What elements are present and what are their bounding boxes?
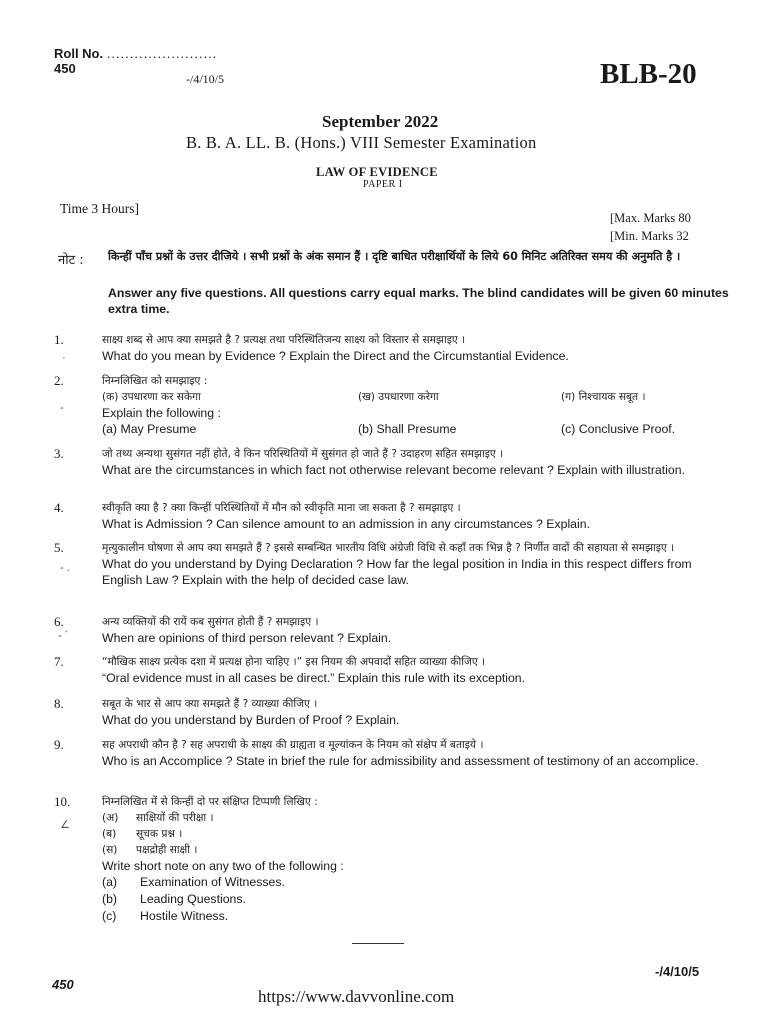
- scan-mark: -: [60, 402, 64, 414]
- question-number: 5.: [54, 540, 64, 555]
- question-text-english: What is Admission ? Can silence amount to an admission in any circumstances ? Explain.: [102, 517, 591, 531]
- option-hindi-b: (ख) उपधारणा करेगा: [358, 391, 439, 403]
- option-hindi-c: (स) पक्षद्रोही साक्षी ।: [102, 844, 198, 856]
- question-number: 2.: [54, 373, 64, 388]
- footer-serial-code: -/4/10/5: [655, 964, 700, 979]
- question-text-hindi: निम्नलिखित को समझाइए :: [102, 375, 208, 387]
- note-label: नोट :: [58, 253, 84, 268]
- question-text-english: What do you mean by Evidence ? Explain the Direct and the Circumstantial Evidence.: [102, 349, 569, 363]
- footer-roll-number: 450: [52, 977, 74, 992]
- question-number: 7.: [54, 654, 64, 669]
- question-text-hindi: सह अपराधी कौन है ? सह अपराधी के साक्ष्य की ग्राह्यता व मूल्यांकन के नियम को संक्षेप में बताइये ।: [102, 739, 484, 751]
- question-text-hindi: सबूत के भार से आप क्या समझते हैं ? व्याख्या कीजिए ।: [102, 698, 318, 710]
- scan-mark: ·: [62, 352, 66, 364]
- max-marks: [Max. Marks 80: [610, 211, 691, 225]
- question-number: 3.: [54, 446, 64, 461]
- subject-title: LAW OF EVIDENCE: [316, 165, 438, 179]
- question-text-hindi: साक्ष्य शब्द से आप क्या समझते है ? प्रत्यक्ष तथा परिस्थितिजन्य साक्ष्य को विस्तार से समझाइए ।: [102, 334, 466, 346]
- question-text-hindi: मृत्युकालीन घोषणा से आप क्या समझते हैं ? इससे सम्बन्धित भारतीय विधि अंग्रेजी विधि से कहाँ तक भिन्न है ? निर्णीत वादों की सहायता से समझाइए ।: [102, 542, 675, 554]
- question-number: 10.: [54, 794, 71, 809]
- question-text-hindi: स्वीकृति क्या है ? क्या किन्हीं परिस्थितियों में मौन को स्वीकृति माना जा सकता है ? समझाइए ।: [102, 502, 461, 514]
- question-text-english: What do you understand by Dying Declaration ? How far the legal position in India in this respect differs from English Law ? Explain with the help of decided case law.: [102, 557, 692, 587]
- option-english-a: (a) May Presume: [102, 422, 197, 436]
- question-text-english: What are the circumstances in which fact not otherwise relevant become relevant ? Explain with illustration.: [102, 463, 686, 477]
- question-text-hindi: अन्य व्यक्तियों की रायें कब सुसंगत होती हैं ? समझाइए ।: [102, 616, 319, 628]
- scan-mark: ∠: [60, 819, 70, 831]
- option-hindi-c: (ग) निश्चायक सबूत ।: [561, 391, 646, 403]
- note-hindi: किन्हीं पाँच प्रश्नों के उत्तर दीजिये । सभी प्रश्नों के अंक समान हैं । दृष्टि बाधित परीक्षार्थियों के लिये 60 मिनिट अतिरिक्त समय की अनुमति है ।: [108, 250, 681, 263]
- roll-number-value: 450: [54, 61, 76, 76]
- option-english-b: (b) Shall Presume: [358, 422, 457, 436]
- source-url: https://www.davvonline.com: [258, 987, 455, 1006]
- option-hindi-b: (ब) सूचक प्रश्न ।: [102, 828, 183, 840]
- paper-code: BLB-20: [600, 58, 697, 90]
- note-english: Answer any five questions. All questions carry equal marks. The blind candidates will be given 60 minutes extra time.: [108, 286, 729, 316]
- min-marks: [Min. Marks 32: [610, 229, 689, 243]
- question-text-english: Explain the following :: [102, 406, 221, 420]
- option-english-a: (a) Examination of Witnesses.: [102, 875, 285, 889]
- scan-mark: - ´: [58, 630, 69, 642]
- question-number: 1.: [54, 332, 64, 347]
- scan-mark: - .: [60, 562, 70, 574]
- paper-number: PAPER I: [363, 179, 403, 190]
- question-number: 9.: [54, 737, 64, 752]
- end-separator: [352, 943, 404, 944]
- question-text-english: “Oral evidence must in all cases be direct.” Explain this rule with its exception.: [102, 671, 526, 685]
- question-text-hindi: निम्नलिखित में से किन्हीं दो पर संक्षिप्त टिप्पणी लिखिए :: [102, 796, 318, 808]
- paper-serial-code: -/4/10/5: [186, 72, 224, 86]
- time-allowed: Time 3 Hours]: [60, 201, 140, 216]
- question-number: 8.: [54, 696, 64, 711]
- exam-month-year: September 2022: [322, 112, 439, 131]
- question-text-english: Write short note on any two of the following :: [102, 859, 344, 873]
- option-hindi-a: (अ) साक्षियों की परीक्षा ।: [102, 812, 214, 824]
- question-number: 4.: [54, 500, 64, 515]
- question-text-hindi: जो तथ्य अन्यथा सुसंगत नहीं होते, वे किन परिस्थितियों में सुसंगत हो जाते हैं ? उदाहरण सहित समझाइए ।: [102, 448, 504, 460]
- question-text-hindi: “मौखिक साक्ष्य प्रत्येक दशा में प्रत्यक्ष होना चाहिए ।” इस नियम की अपवादों सहित व्याख्या कीजिए ।: [102, 656, 486, 668]
- option-english-c: (c) Conclusive Proof.: [561, 422, 676, 436]
- question-text-english: What do you understand by Burden of Proof ? Explain.: [102, 713, 400, 727]
- question-number: 6.: [54, 614, 64, 629]
- option-english-b: (b) Leading Questions.: [102, 892, 246, 906]
- exam-title: B. B. A. LL. B. (Hons.) VIII Semester Examination: [186, 133, 537, 152]
- question-text-english: When are opinions of third person relevant ? Explain.: [102, 631, 392, 645]
- option-hindi-a: (क) उपधारणा कर सकेगा: [102, 391, 201, 403]
- roll-number-label: Roll No. ........................: [54, 46, 218, 61]
- option-english-c: (c) Hostile Witness.: [102, 909, 229, 923]
- question-text-english: Who is an Accomplice ? State in brief the rule for admissibility and assessment of testimony of an accomplice.: [102, 754, 699, 768]
